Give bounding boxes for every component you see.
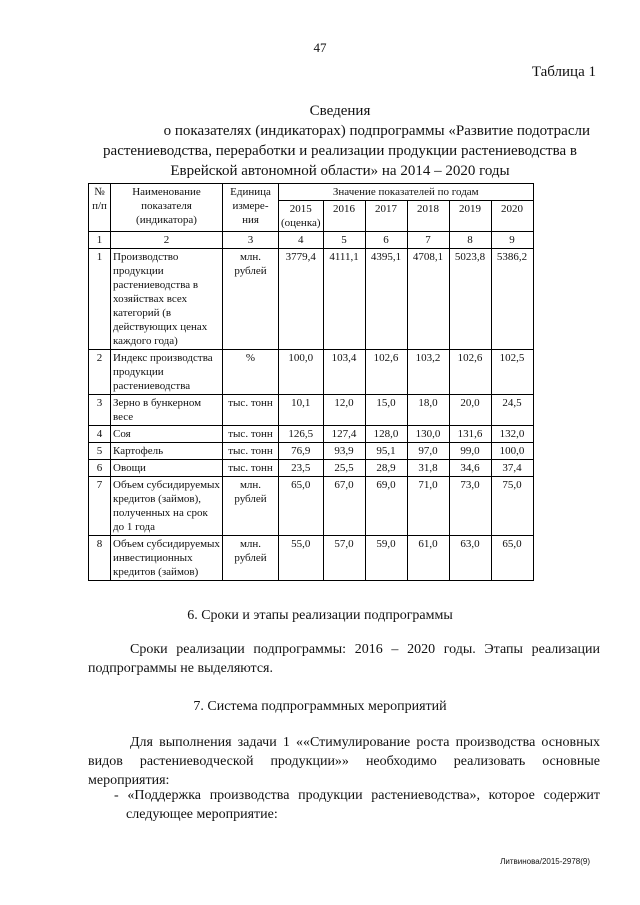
indicator-name: Картофель [111,443,223,460]
value-cell: 131,6 [449,426,491,443]
document-subtitle-line-1: о показателях (индикаторах) подпрограммы «Развитие подотрасли [163,123,590,139]
header-year: 2019 [449,201,491,232]
indicator-name: Производство продукции растениеводства в хозяйствах всех категорий (в действующих ценах каждого года) [111,249,223,350]
value-cell: 65,0 [491,536,533,581]
unit-cell: млн. рублей [223,249,279,350]
header-year: 2017 [365,201,407,232]
row-number: 6 [89,460,111,477]
indicator-name: Объем субсидируемых кредитов (займов), полученных на срок до 1 года [111,477,223,536]
table-row [89,443,534,460]
value-cell: 103,2 [407,350,449,395]
column-number: 8 [449,232,491,249]
column-number: 7 [407,232,449,249]
value-cell: 100,0 [279,350,324,395]
value-cell: 24,5 [491,395,533,426]
footer-code: Литвинова/2015-2978(9) [500,857,590,866]
column-number: 6 [365,232,407,249]
row-number: 3 [89,395,111,426]
value-cell: 37,4 [491,460,533,477]
value-cell: 63,0 [449,536,491,581]
value-cell: 95,1 [365,443,407,460]
header-year: 2015 (оценка) [279,201,324,232]
value-cell: 75,0 [491,477,533,536]
row-number: 4 [89,426,111,443]
row-number: 8 [89,536,111,581]
value-cell: 128,0 [365,426,407,443]
unit-cell: млн. рублей [223,477,279,536]
indicator-name: Овощи [111,460,223,477]
value-cell: 20,0 [449,395,491,426]
column-number-row [89,232,534,249]
table-row [89,249,534,350]
value-cell: 102,5 [491,350,533,395]
table-row [89,477,534,536]
section-7-text: Для выполнения задачи 1 ««Стимулирование роста производства основных видов растениеводческой продукции»» необходимо реализовать основные мероприятия: [88,735,600,788]
header-year: 2016 [323,201,365,232]
value-cell: 3779,4 [279,249,324,350]
header-year: 2020 [491,201,533,232]
table-label: Таблица 1 [531,64,596,80]
section-6-text: Сроки реализации подпрограммы: 2016 – 2020 годы. Этапы реализации подпрограммы не выделяются. [88,642,600,676]
unit-cell: тыс. тонн [223,460,279,477]
value-cell: 93,9 [323,443,365,460]
header-values-group: Значение показателей по годам [279,184,534,201]
table-row [89,395,534,426]
column-number: 9 [491,232,533,249]
value-cell: 23,5 [279,460,324,477]
value-cell: 97,0 [407,443,449,460]
value-cell: 4395,1 [365,249,407,350]
value-cell: 5023,8 [449,249,491,350]
value-cell: 4708,1 [407,249,449,350]
value-cell: 100,0 [491,443,533,460]
unit-cell: тыс. тонн [223,426,279,443]
value-cell: 126,5 [279,426,324,443]
table-row [89,536,534,581]
value-cell: 76,9 [279,443,324,460]
page-number: 47 [313,40,327,55]
value-cell: 69,0 [365,477,407,536]
value-cell: 59,0 [365,536,407,581]
row-number: 7 [89,477,111,536]
value-cell: 5386,2 [491,249,533,350]
value-cell: 102,6 [365,350,407,395]
header-year: 2018 [407,201,449,232]
value-cell: 67,0 [323,477,365,536]
indicator-name: Объем субсидируемых инвестиционных кредитов (займов) [111,536,223,581]
value-cell: 31,8 [407,460,449,477]
row-number: 2 [89,350,111,395]
document-title: Сведения [309,103,371,119]
unit-cell: тыс. тонн [223,443,279,460]
value-cell: 12,0 [323,395,365,426]
row-number: 1 [89,249,111,350]
document-subtitle-line-3: Еврейской автономной области» на 2014 – 2020 годы [170,163,510,179]
value-cell: 10,1 [279,395,324,426]
value-cell: 25,5 [323,460,365,477]
unit-cell: млн. рублей [223,536,279,581]
table-row [89,460,534,477]
indicator-name: Соя [111,426,223,443]
section-7-bullet: - «Поддержка производства продукции растениеводства», которое содержит следующее мероприятие: [114,788,600,822]
value-cell: 34,6 [449,460,491,477]
section-7-heading: 7. Система подпрограммных мероприятий [193,699,447,714]
column-number: 4 [279,232,324,249]
value-cell: 130,0 [407,426,449,443]
table-row [89,350,534,395]
value-cell: 103,4 [323,350,365,395]
column-number: 1 [89,232,111,249]
unit-cell: тыс. тонн [223,395,279,426]
table-row [89,426,534,443]
row-number: 5 [89,443,111,460]
value-cell: 73,0 [449,477,491,536]
column-number: 2 [111,232,223,249]
value-cell: 55,0 [279,536,324,581]
value-cell: 127,4 [323,426,365,443]
value-cell: 15,0 [365,395,407,426]
column-number: 3 [223,232,279,249]
unit-cell: % [223,350,279,395]
indicator-name: Индекс производства продукции растениеводства [111,350,223,395]
value-cell: 65,0 [279,477,324,536]
value-cell: 132,0 [491,426,533,443]
indicator-name: Зерно в бункерном весе [111,395,223,426]
header-unit: Единица измере- ния [223,184,279,232]
value-cell: 102,6 [449,350,491,395]
value-cell: 57,0 [323,536,365,581]
value-cell: 61,0 [407,536,449,581]
document-subtitle-line-2: растениеводства, переработки и реализации продукции растениеводства в [103,143,577,159]
indicators-table [88,183,534,581]
column-number: 5 [323,232,365,249]
value-cell: 99,0 [449,443,491,460]
header-name: Наименование показателя (индикатора) [111,184,223,232]
value-cell: 4111,1 [323,249,365,350]
value-cell: 18,0 [407,395,449,426]
section-6-heading: 6. Сроки и этапы реализации подпрограммы [187,608,453,623]
value-cell: 28,9 [365,460,407,477]
header-num: № п/п [89,184,111,232]
value-cell: 71,0 [407,477,449,536]
